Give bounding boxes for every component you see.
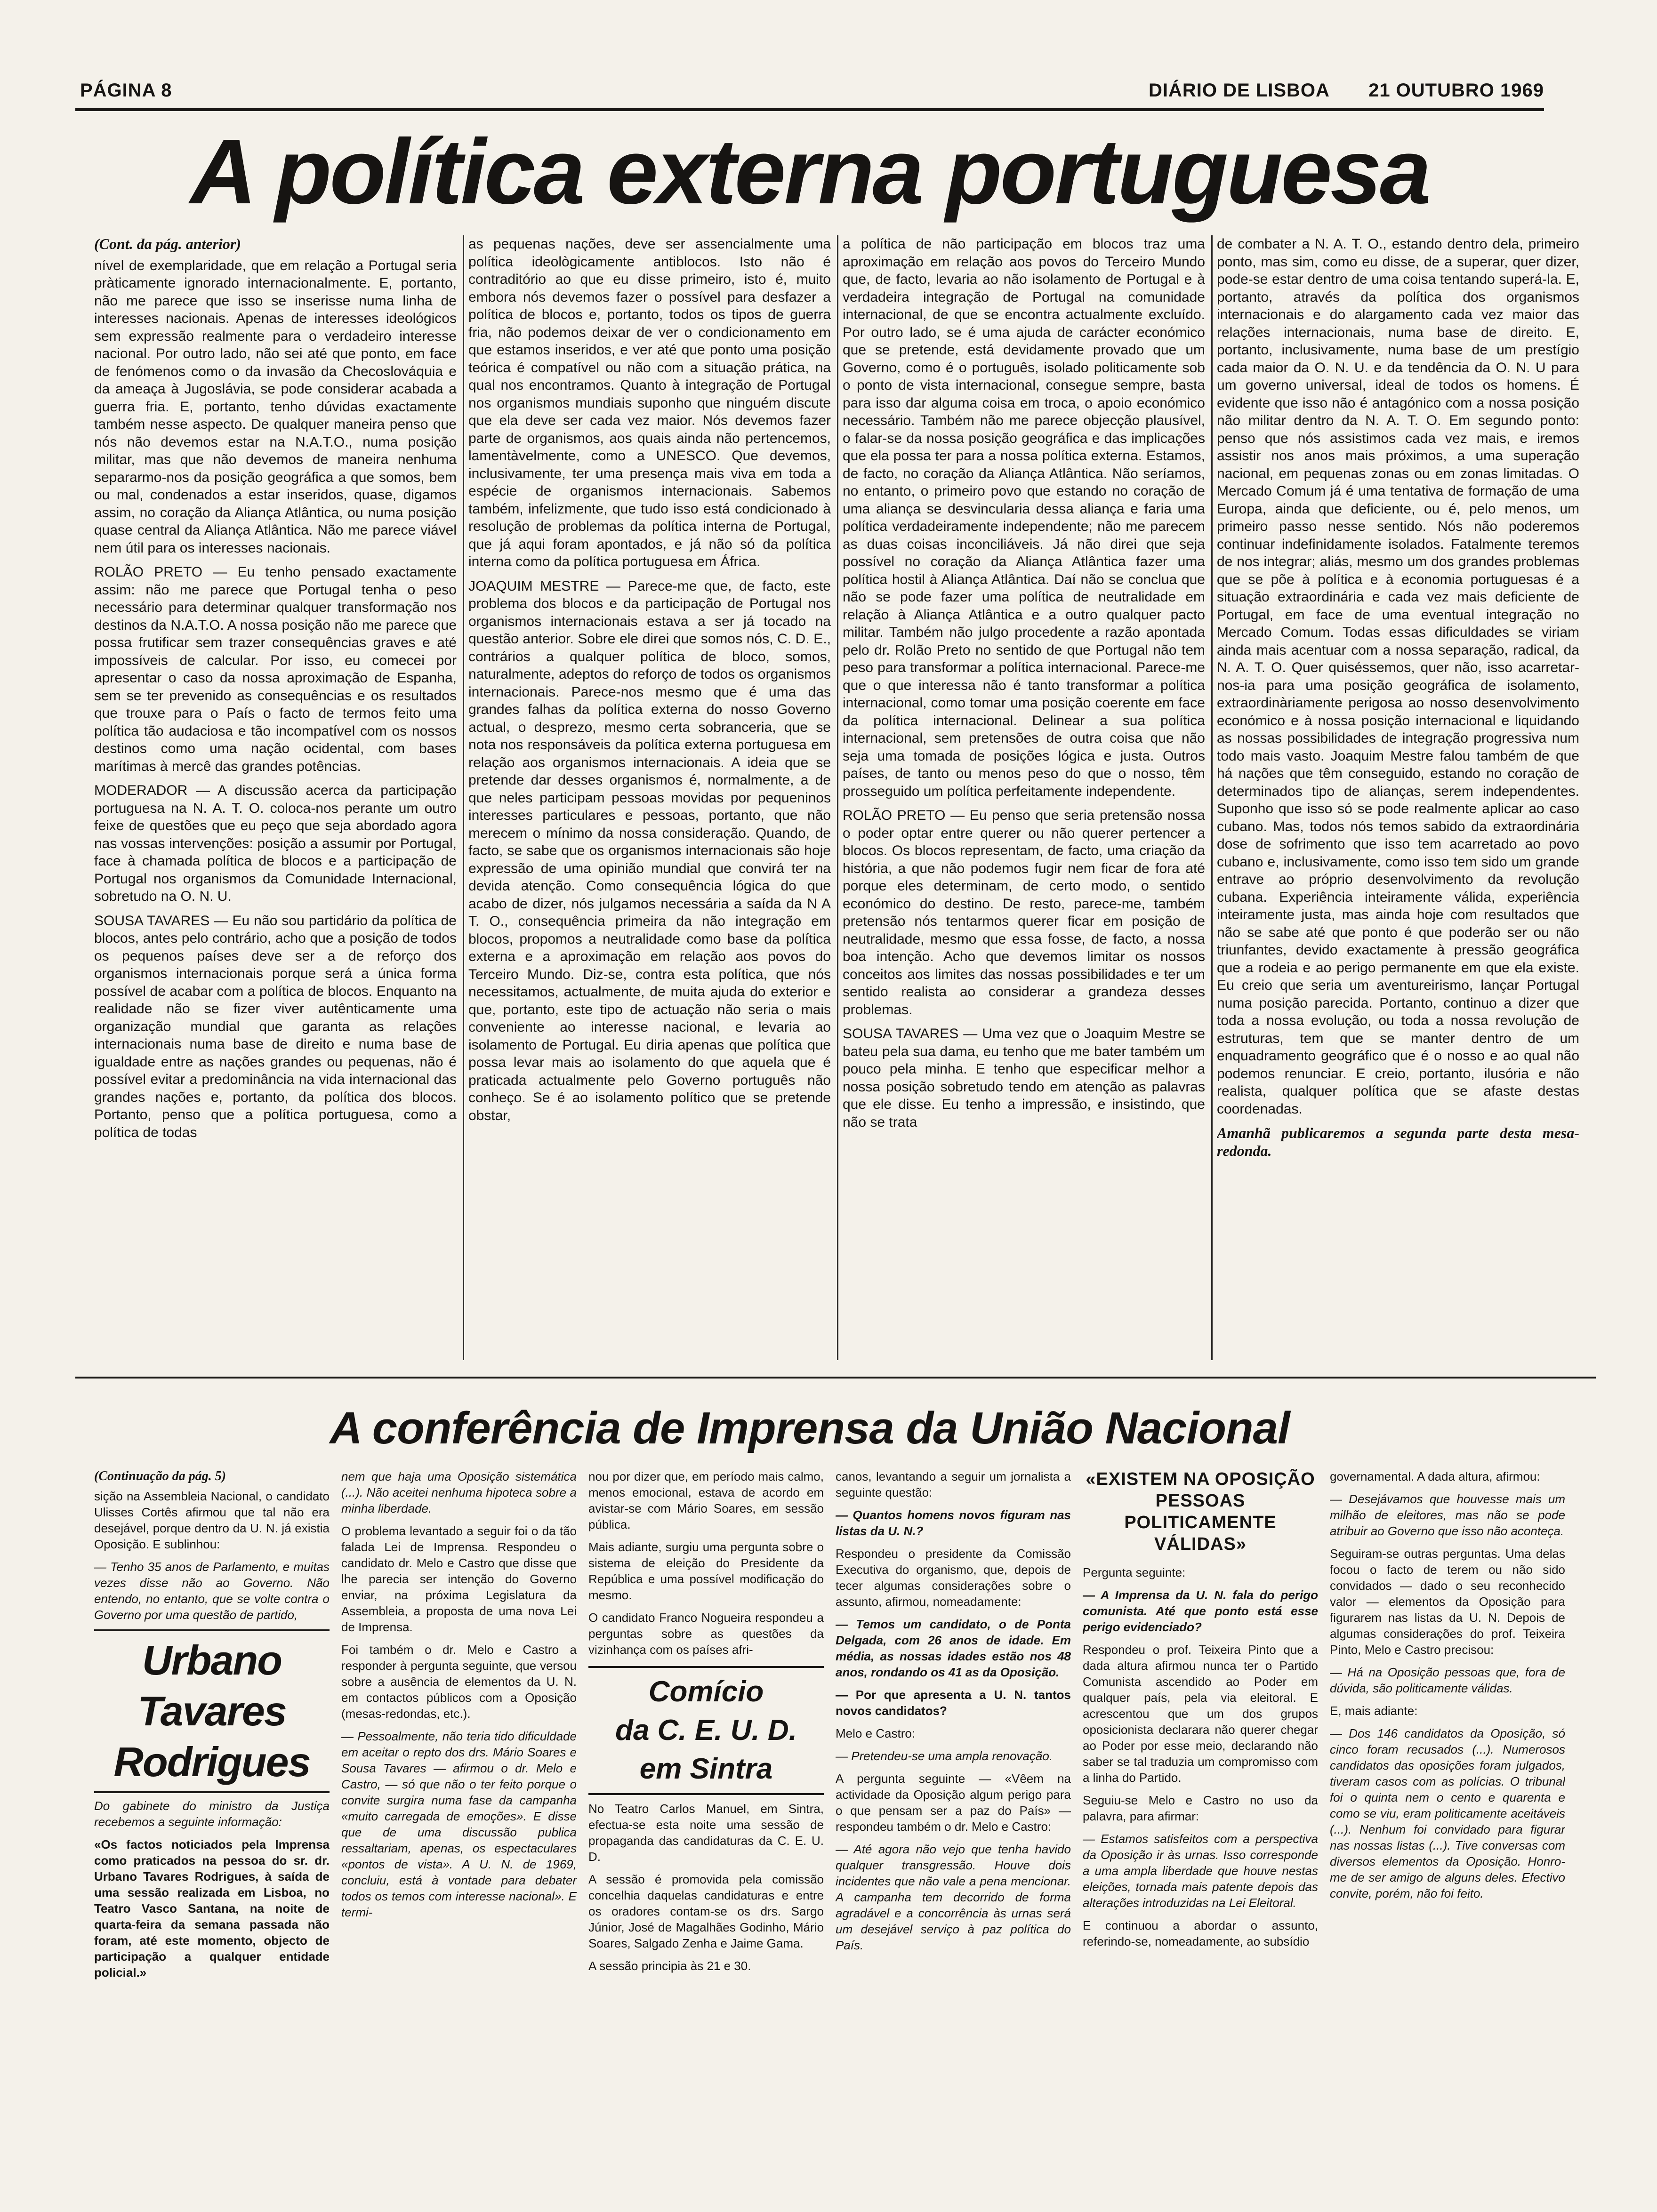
paragraph: JOAQUIM MESTRE — Parece-me que, de facto, este problema dos blocos e da participação de Portugal nos organismos internacionais estava a ser já tocado na questão anterior. Sobre ele direi que somos nós, C. D. E., contrários a qualquer política de bloco, somos, naturalmente, adeptos do reforço de todos os organismos internacionais. Parece-nos mesmo que é uma das grandes falhas da política externa do nosso Governo actual, o desprezo, mesmo certa sobranceria, que se nota nos responsáveis da política externa portuguesa em relação aos organismos internacionais. A ideia que se pretende dar desses organismos é, normalmente, a de que neles participam pessoas movidas por pequeninos interesses particulares e pessoas, portanto, que não merecem o mínimo da nossa consideração. Quando, de facto, se sabe que os organismos internacionais são hoje expressão de uma opinião mundial que convirá ter na devida atenção. Como consequência lógica do que acabo de dizer, nós julgamos necessária a saída da N A T. O., consequência primeira da não integração em blocos, propomos a neutralidade como base da política externa e a aproximação em relação aos povos do Terceiro Mundo. Diz-se, contra esta política, que nós necessitamos, actualmente, de muita ajuda do exterior e que, portanto, este tipo de actuação não seria o mais conveniente ao interesse nacional, e levaria ao isolamento de Portugal. Eu diria apenas que política que possa levar mais ao isolamento do que aquela que é praticada actualmente pelo Governo português não conheço. Se é ao isolamento político que se pretende obstar, (468, 578, 831, 1123)
paragraph: E, mais adiante: (1330, 1704, 1418, 1718)
article-column-1 (94, 1468, 330, 2193)
box-title (588, 1673, 824, 1788)
paragraph: Respondeu o presidente da Comissão Executiva do organismo, que, depois de tecer algumas considerações sobre o assunto, afirmou, nomeadamente: (836, 1547, 1071, 1609)
paragraph: Seguiram-se outras perguntas. Uma delas focou o facto de terem ou não sido convidados — dado o seu reconhecido valor — elementos da Oposição para figurarem nas listas da U. N. Depois de algumas considerações do prof. Teixeira Pinto, Melo e Castro precisou: (1330, 1547, 1565, 1657)
paragraph: Respondeu o prof. Teixeira Pinto que a dada altura afirmou nunca ter o Partido Comunista ascendido ao Poder em qualquer país, pela via eleitoral. E acrescentou que um dos grupos oposicionista declarara não querer chegar ao Poder por esse meio, declarando não saber se tal traduzia um compromisso com a linha do Partido. (1083, 1643, 1318, 1785)
paragraph: Foi também o dr. Melo e Castro a responder à pergunta seguinte, que versou sobre a ausência de elementos da U. N. em contactos públicos com a Oposição (mesas-redondas, etc.). (341, 1643, 577, 1721)
title-line: em Sintra (639, 1753, 773, 1785)
article-column-4 (836, 1468, 1071, 2193)
article-column-6 (1330, 1468, 1565, 2193)
paragraph: — Dos 146 candidatos da Oposição, só cinco foram recusados (...). Numerosos candidatos das oposições foram julgados, tiveram casos com as polícias. O tribunal foi o quinta nem o cento e quarenta e como se viu, eram politicamente aceitáveis (...). Nenhum foi convidado para figurar nas nossas listas (...). Tive conversas com diversos elementos da Oposição. Honro-me de ser amigo de alguns deles. Efectivo convite, porém, não foi feito. (1330, 1726, 1565, 1900)
paragraph: Melo e Castro: (836, 1726, 916, 1740)
paragraph: a política de não participação em blocos traz uma aproximação em relação aos povos do Terceiro Mundo que, de facto, levaria ao não isolamento de Portugal e à verdadeira integração de Portugal na comunidade internacional, de que se encontra actualmente excluído. Por outro lado, se é uma ajuda de carácter económico que se pretende, está devidamente provado que um Governo, como é o português, isolado politicamente sob o ponto de vista internacional, consegue sempre, basta para isso dar alguma coisa em troca, o apoio económico necessário. Também não me parece objecção plausível, o falar-se da nossa posição geográfica e das implicações que ela possa ter para a nossa política externa. Estamos, de facto, no coração da Aliança Atlântica. Não seríamos, no entanto, o primeiro povo que estando no coração de uma aliança se desvincularia dessa aliança e faria uma política verdadeiramente independente; não me parecem as duas coisas inconciliáveis. Já não direi que seja possível no coração da Aliança Atlântica fazer uma política hostil à Aliança Atlântica. Daí não se conclua que não se pode fazer uma política de neutralidade em relação à Aliança Atlântica e a outro qualquer pacto militar. Também não julgo procedente a razão apontada pelo dr. Rolão Preto no sentido de que Portugal não tem peso para transformar a política internacional. Parece-me que o que interessa não é tanto transformar a política internacional, como tomar uma posição coerente em face da política internacional. Delinear a sua política internacional, sem pretensões de outra coisa que não seja uma tomada de posições lógica e justa. Outros países, de tanto ou menos peso do que o nosso, têm prosseguido um política perfeitamente independente. (843, 236, 1205, 799)
article-headline: A política externa portuguesa (190, 120, 1430, 223)
urbano-box (94, 1629, 330, 1793)
paragraph: — Pessoalmente, não teria tido dificuldade em aceitar o repto dos drs. Mário Soares e Sousa Tavares — afirmou o dr. Melo e Castro, — só que não o ter feito porque o convite surgira numa fase da campanha «muito carregada de emoções». E disse que de uma discussão publica ressaltariam, apenas, os espectaculares «pontos de vista». A U. N. de 1969, concluiu, está à vontade para debater todos os temos com interesse nacional». E termi- (341, 1729, 577, 1919)
article-column-3 (843, 235, 1205, 1360)
box-body: No Teatro Carlos Manuel, em Sintra, efectua-se esta noite uma sessão de propaganda das candidaturas da C. E. U. D. (588, 1802, 824, 1864)
title-line: Urbano (142, 1637, 282, 1683)
page-number: PÁGINA 8 (80, 80, 172, 101)
paragraph: nem que haja uma Oposição sistemática (...). Não aceitei nenhuma hipoteca sobre a minha liberdade. (341, 1469, 577, 1515)
paragraph: Seguiu-se Melo e Castro no uso da palavra, para afirmar: (1083, 1793, 1318, 1823)
paragraph: governamental. A dada altura, afirmou: (1330, 1469, 1540, 1483)
paragraph: ROLÃO PRETO — Eu penso que seria pretensão nossa o poder optar entre querer ou não querer pertencer a blocos. Os blocos representam, de facto, uma criação da história, a que não podemos fugir nem ficar de fora até porque eles determinam, de certo modo, o sentido económico do destino. De resto, parece-me, também pretensão nós tentarmos querer ficar em posição de neutralidade, mesmo que essa fosse, de facto, a nossa boa intenção. Acho que devemos limitar os nossos conceitos aos limites das nossas possibilidades e ter um sentido realista ao considerar a grandeza desses problemas. (843, 808, 1205, 1018)
paragraph: — Desejávamos que houvesse mais um milhão de eleitores, mas não se pode atribuir ao Governo que isso não aconteça. (1330, 1492, 1565, 1538)
article-column-2 (468, 235, 831, 1360)
newspaper-name: DIÁRIO DE LISBOA (1149, 80, 1330, 101)
article-column-1 (94, 235, 457, 1360)
paragraph: — Há na Oposição pessoas que, fora de dúvida, são politicamente válidas. (1330, 1665, 1565, 1695)
paragraph: — Pretendeu-se uma ampla renovação. (836, 1749, 1053, 1763)
title-line: Tavares (137, 1688, 286, 1734)
article-column-2 (341, 1468, 577, 2193)
paragraph: O candidato Franco Nogueira respondeu a perguntas sobre as questões da vizinhança com os países afri- (588, 1611, 824, 1657)
title-line: da C. E. U. D. (615, 1714, 797, 1747)
paragraph: — Temos um candidato, o de Ponta Delgada, com 26 anos de idade. Em média, as nossas idades estão nos 48 anos, rondando os 41 as da Oposição. (836, 1617, 1071, 1679)
paragraph: — Quantos homens novos figuram nas listas da U. N.? (836, 1508, 1071, 1538)
paragraph: canos, levantando a seguir um jornalista a seguinte questão: (836, 1469, 1071, 1499)
paragraph: ROLÃO PRETO — Eu tenho pensado exactamente assim: não me parece que Portugal tenha o peso necessário para determinar qualquer transformação nos destinos da N.A.T.O. A nossa posição não me parece que possa frutificar sem trazer consequências graves e até impossíveis de calcular. Por isso, eu comecei por apresentar o caso da nossa aproximação de Espanha, sem se ter prevenido as consequências e os resultados que trouxe para o País o facto de termos feito uma política tão audaciosa e tão incompatível com os nossos destinos como uma nação ocidental, com bases marítimas à mercê das grandes potências. (94, 564, 457, 774)
title-line: Comício (648, 1675, 764, 1708)
column-divider (463, 235, 464, 1360)
box-body: «Os factos noticiados pela Imprensa como praticados na pessoa do sr. dr. Urbano Tavares Rodrigues, à saída de uma sessão realizada em Lisboa, no Teatro Vasco Santana, na noite de quarta-feira da semana passada não foram, até este momento, objecto de participação a qualquer entidade policial.» (94, 1837, 330, 1980)
article-column-4 (1217, 235, 1579, 1360)
continued-note: (Continuação da pág. 5) (94, 1469, 226, 1483)
paragraph: O problema levantado a seguir foi o da tão falada Lei de Imprensa. Respondeu o candidato dr. Melo e Castro que disse que lhe parecia ser intenção do Governo enviar, na próxima Legislatura da Assembleia, a proposta de uma nova Lei de Imprensa. (341, 1524, 577, 1634)
paragraph: A pergunta seguinte — «Vêem na actividade da Oposição algum perigo para o que pensam ser a paz do País» — respondeu também o dr. Melo e Castro: (836, 1771, 1071, 1834)
box-body: A sessão é promovida pela comissão concelhia daquelas candidaturas e entre os oradores contam-se os drs. Sargo Júnior, José de Magalhães Godinho, Mário Soares, Salgado Zenha e Jaime Gama. (588, 1872, 824, 1950)
paragraph: de combater a N. A. T. O., estando dentro dela, primeiro ponto, mas sim, como eu disse, de a superar, quer dizer, pode-se estar dentro de uma coisa tentando superá-la. E, portanto, através da política dos organismos internacionais e do alargamento cada vez maior das relações internacionais, numa base de direito. E, portanto, inclusivamente, numa base de um prestígio cada maior da O. N. U. e da tendência da O. N. U para um governo universal, ideal de todos os homens. É evidente que isso não é antagónico com a nossa posição não militar dentro da N. A. T. O. Em segundo ponto: penso que nós assistimos cada vez mais, e iremos assistir nos anos mais próximos, a uma superação nacional, em pequenas zonas ou em zonas limitadas. O Mercado Comum já é uma tentativa de formação de uma Europa, ainda que deficiente, ou é, pelo menos, um primeiro passo nesse sentido. Nós não poderemos continuar indefinidamente isolados. Fatalmente teremos de nos integrar; aliás, mesmo um dos grandes problemas que se põe à política e à economia portuguesas é a situação extraordinária e cada vez mais deficiente de Portugal, em face de uma eventual integração no Mercado Comum. Todas essas dificuldades se viriam ainda mais acentuar com a nossa separação, radical, da N. A. T. O. Quer quiséssemos, quer não, isso acarretar-nos-ia para uma posição geográfica de isolamento, extraordinàriamente perigosa ao nosso desenvolvimento económico e à nossa posição internacional e liquidando as nossas possibilidades de integração progressiva num todo mais vasto. Joaquim Mestre falou também de que há nações que têm conseguido, estando no coração de determinados tipo de alianças, serem independentes. Suponho que isso só se pode realmente aplicar ao caso cubano. Mas, todos nós temos sabido da extraordinária dose de sofrimento que isso tem acarretado ao povo cubano e, inclusivamente, como isso tem sido um grande entrave ao próprio desenvolvimento da revolução cubana. Experiência inteiramente válida, experiência inteiramente justa, mas ainda hoje com resultados que não se sabe até que ponto é que poderão ser ou não triunfantes, devido exactamente à pressão geográfica que a rodeia e ao perigo permanente em que ela existe. Eu creio que seria um aventureirismo, lançar Portugal numa posição parecida. Portanto, continuo a dizer que toda a nossa evolução, ou toda a nossa revolução de estruturas, tem que se manter dentro de um enquadramento geográfico que é o nosso e ao qual não podemos renunciar. E creio, portanto, ilusória e não realista, qualquer política que se afaste destas coordenadas. (1217, 236, 1579, 1117)
column-divider (837, 235, 838, 1360)
column-divider (1211, 235, 1213, 1360)
paragraph: — Por que apresenta a U. N. tantos novos candidatos? (836, 1688, 1071, 1718)
continued-note: (Cont. da pág. anterior) (94, 235, 241, 252)
box-body: A sessão principia às 21 e 30. (588, 1959, 751, 1973)
paragraph: nível de exemplaridade, que em relação a Portugal seria pràticamente ignorado internacionalmente. E, portanto, não me parece que isso se inserisse numa linha de interesses nacionais. Apenas de interesses ideológicos sem expressão realmente para o verdadeiro interesse nacional. Por outro lado, não sei até que ponto, em face de fenómenos como o da invasão da Checoslováquia e da ameaça à Jugoslávia, se pode considerar acabada a guerra fria. E, portanto, tenho dúvidas exactamente também nesse aspecto. De qualquer maneira penso que nós não devemos estar na N.A.T.O., numa posição militar, mas que não devemos de maneira nenhuma separarmo-nos da posição geográfica a que somos, bem ou mal, condenados a estar inseridos, quase, digamos assim, no coração da Aliança Atlântica, ou numa posição quase central da Aliança Atlântica. Não me parece viável nem útil para os interesses nacionais. (94, 257, 457, 556)
paragraph: nou por dizer que, em período mais calmo, menos emocional, estava de acordo em avistar-se com Mário Soares, em sessão pública. (588, 1469, 824, 1531)
comicio-box (588, 1666, 824, 1795)
box-intro: Do gabinete do ministro da Justiça recebemos a seguinte informação: (94, 1799, 330, 1829)
article-headline: A conferência de Imprensa da União Nacional (330, 1403, 1290, 1453)
paragraph: — Até agora não vejo que tenha havido qualquer transgressão. Houve dois incidentes que não vale a pena mencionar. A campanha tem decorrido de forma agradável e a concorrência às urnas será um desejável serviço à paz política do País. (836, 1842, 1071, 1952)
paragraph: E continuou a abordar o assunto, referindo-se, nomeadamente, ao subsídio (1083, 1918, 1318, 1948)
box-title: «EXISTEM NA OPOSIÇÃO PESSOAS POLITICAMENTE VÁLIDAS» (1086, 1469, 1315, 1554)
paragraph: as pequenas nações, deve ser assencialmente uma política ideològicamente antiblocos. Isto não é contraditório ao que eu disse primeiro, isto é, muito embora nós devemos fazer o possível para desfazer a política de blocos e, portanto, todos os tipos de guerra fria, não podemos deixar de ver o condicionamento em que estamos inseridos, e ver até que ponto uma posição teórica é compatível ou não com a situação prática, na qual nos encontramos. Quanto à integração de Portugal nos organismos mundiais suponho que ninguém discute que ela deve ser cada vez maior. Nós devemos fazer parte de organismos, aos quais ainda não pertencemos, lamentàvelmente, como a UNESCO. Que devemos, inclusivamente, ter uma presença mais viva em toda a espécie de organismos internacionais. Sabemos também, infelizmente, que tudo isso está condicionado à resolução de problemas da política interna de Portugal, que já aqui foram apontados, e já não só da política interna como da política portuguesa em África. (468, 236, 831, 569)
paragraph: SOUSA TAVARES — Eu não sou partidário da política de blocos, antes pelo contrário, acho que a posição de todos os pequenos países deve ser a de reforço dos organismos internacionais porque será a única forma possível de acabar com a política de blocos. Enquanto na realidade não se fizer viver autênticamente uma organização mundial que garanta as relações internacionais numa base de direito e numa base de igualdade entre as nações grandes ou pequenas, não é possível evitar a predominância na vida internacional das grandes nações e, portanto, da política dos blocos. Portanto, penso que a política portuguesa, como a política de todas (94, 913, 457, 1140)
box-title (94, 1635, 330, 1787)
page-header (75, 80, 1544, 111)
paragraph: Pergunta seguinte: (1083, 1565, 1186, 1579)
closing-note: Amanhã publicaremos a segunda parte desta mesa-redonda. (1217, 1124, 1579, 1159)
article-column-3 (588, 1468, 824, 2193)
paragraph: SOUSA TAVARES — Uma vez que o Joaquim Mestre se bateu pela sua dama, eu tenho que me bater também um pouco pela minha. E tenho que especificar melhor a nossa posição sobretudo tendo em atenção as palavras que ele disse. Eu tenho a impressão, e insistindo, que não se trata (843, 1026, 1205, 1130)
paragraph: — Tenho 35 anos de Parlamento, e muitas vezes disse não ao Governo. Não entendo, no entanto, que se volte contra o Governo por uma questão de partido, (94, 1560, 330, 1622)
paragraph: sição na Assembleia Nacional, o candidato Ulisses Cortês afirmou que tal não era desejável, porque dentro da U. N. já existia Oposição. E sublinhou: (94, 1489, 330, 1551)
paragraph: Mais adiante, surgiu uma pergunta sobre o sistema de eleição do Presidente da República e uma possível modificação do mesmo. (588, 1540, 824, 1602)
paragraph: — A Imprensa da U. N. fala do perigo comunista. Até que ponto está esse perigo evidenciado? (1083, 1588, 1318, 1634)
issue-date: 21 OUTUBRO 1969 (1368, 80, 1544, 101)
paragraph: MODERADOR — A discussão acerca da participação portuguesa na N. A. T. O. coloca-nos perante um outro feixe de questões que eu peço que seja abordado agora nas vossas intervenções: posição a assumir por Portugal, face à chamada política de blocos e a participação de Portugal nos organismos da Comunidade Internacional, sobretudo na O. N. U. (94, 783, 457, 904)
section-divider (75, 1377, 1596, 1378)
paragraph: — Estamos satisfeitos com a perspectiva da Oposição ir às urnas. Isso corresponde a uma ampla liberdade que houve nestas eleições, tornada mais patente depois das alterações introduzidas na Lei Eleitoral. (1083, 1832, 1318, 1910)
title-line: Rodrigues (113, 1739, 310, 1785)
article-column-5 (1083, 1468, 1318, 2193)
